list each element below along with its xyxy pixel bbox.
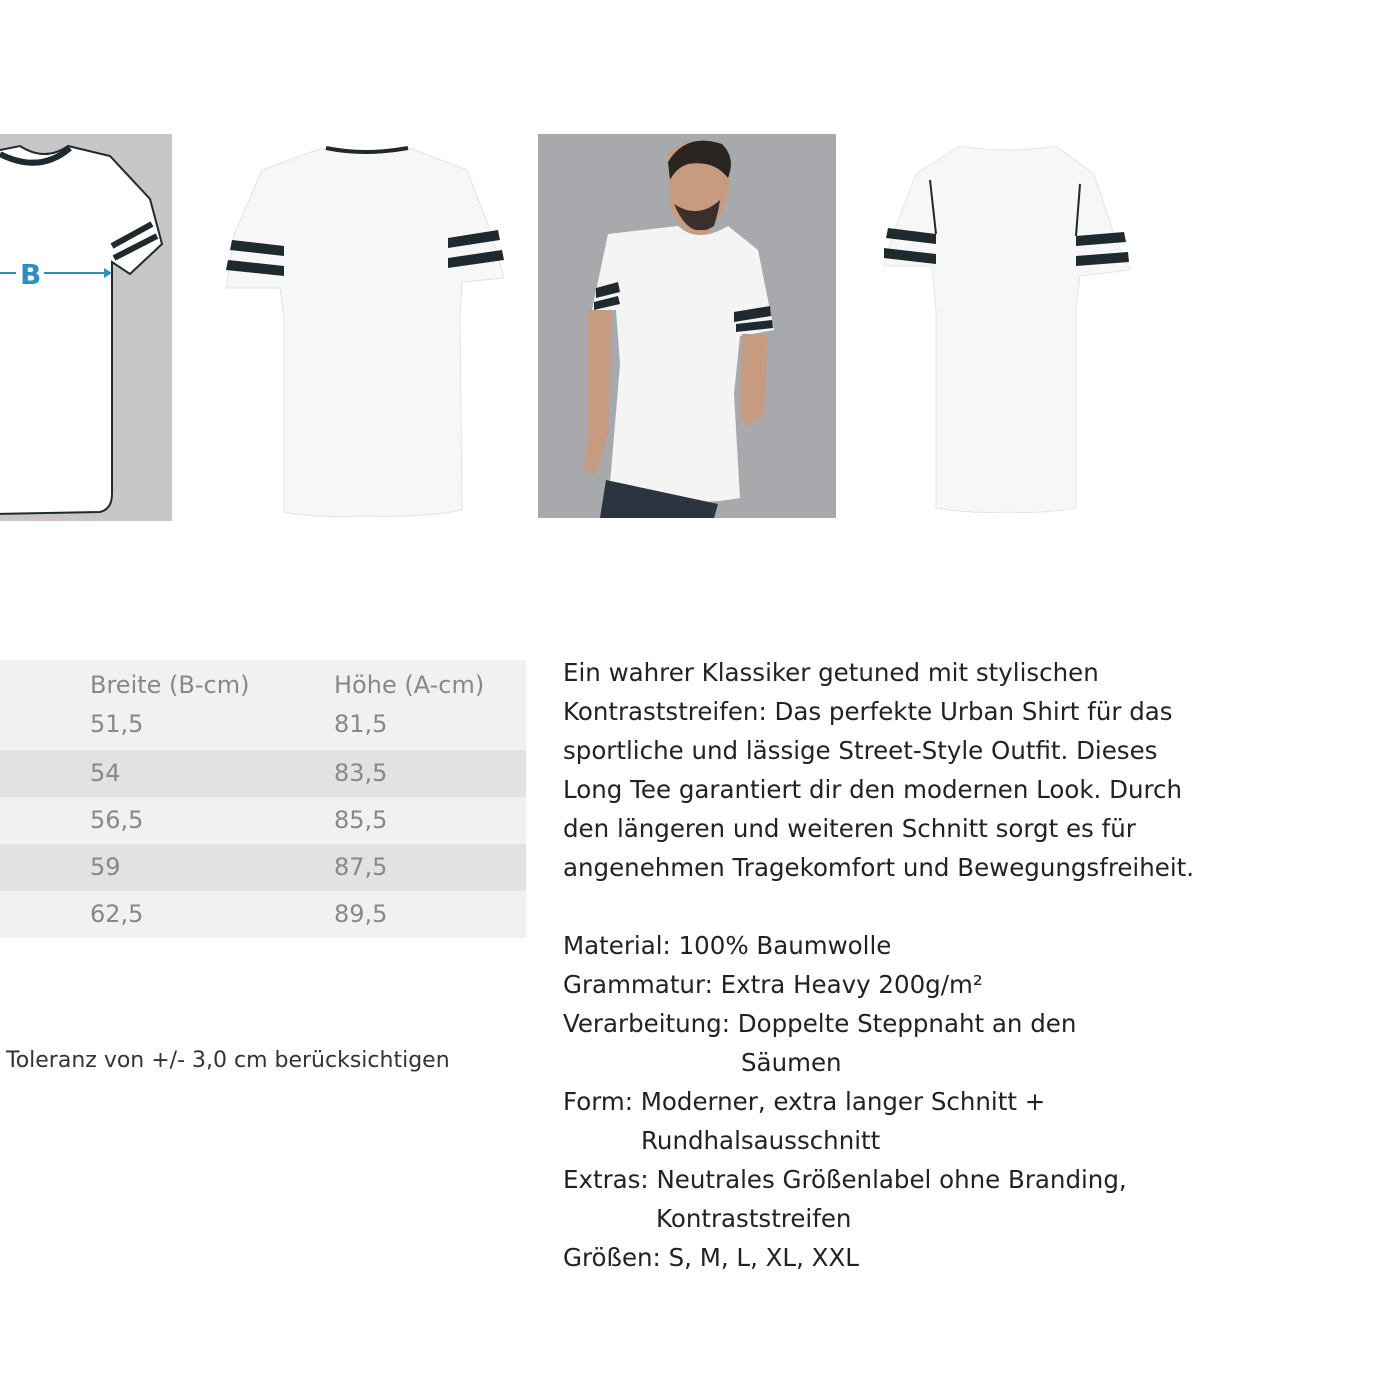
cell-height: 85,5 xyxy=(334,806,388,834)
spec-grammage: Grammatur: Extra Heavy 200g/m² xyxy=(563,970,983,999)
cell-width: 51,5 xyxy=(90,710,144,738)
header-width: Breite (B-cm) xyxy=(90,671,250,699)
table-row xyxy=(0,750,526,797)
size-table-header xyxy=(0,660,526,704)
size-diagram-panel xyxy=(0,134,172,521)
spacer xyxy=(563,887,1203,926)
spec-extras: Extras: Neutrales Größenlabel ohne Branding, xyxy=(563,1165,1127,1194)
cell-height: 89,5 xyxy=(334,900,388,928)
cell-width: 56,5 xyxy=(90,806,144,834)
spec-processing-cont: Säumen xyxy=(741,1048,842,1077)
tshirt-outline-diagram xyxy=(0,134,172,521)
spec-material: Material: 100% Baumwolle xyxy=(563,931,892,960)
tolerance-note: Toleranz von +/- 3,0 cm berücksichtigen xyxy=(6,1048,450,1073)
cell-height: 87,5 xyxy=(334,853,388,881)
table-row xyxy=(0,797,526,844)
cell-width: 54 xyxy=(90,759,121,787)
spec-extras-cont: Kontraststreifen xyxy=(656,1204,852,1233)
shirt-front-image xyxy=(222,140,508,520)
size-table xyxy=(0,660,526,938)
cell-width: 59 xyxy=(90,853,121,881)
spec-processing: Verarbeitung: Doppelte Steppnaht an den xyxy=(563,1009,1077,1038)
cell-height: 81,5 xyxy=(334,710,388,738)
model-photo xyxy=(538,134,836,518)
table-row xyxy=(0,704,526,750)
header-height: Höhe (A-cm) xyxy=(334,671,485,699)
product-description xyxy=(563,653,1203,1277)
description-intro: Ein wahrer Klassiker getuned mit stylischen Kontraststreifen: Das perfekte Urban Shirt für das sportliche und lässige Street-Style Outfit. Dieses Long Tee garantiert dir den modernen Look. Durch den längeren und weiteren Schnitt sorgt es für angenehmen Tragekomfort und Bewegungsfreiheit. xyxy=(563,658,1195,882)
shirt-back-image xyxy=(880,140,1136,518)
table-row xyxy=(0,891,526,938)
cell-height: 83,5 xyxy=(334,759,388,787)
spec-form-cont: Rundhalsausschnitt xyxy=(641,1126,881,1155)
spec-sizes: Größen: S, M, L, XL, XXL xyxy=(563,1243,859,1272)
spec-form: Form: Moderner, extra langer Schnitt + xyxy=(563,1087,1046,1116)
cell-width: 62,5 xyxy=(90,900,144,928)
table-row xyxy=(0,844,526,891)
measure-b-label: B xyxy=(20,258,42,291)
